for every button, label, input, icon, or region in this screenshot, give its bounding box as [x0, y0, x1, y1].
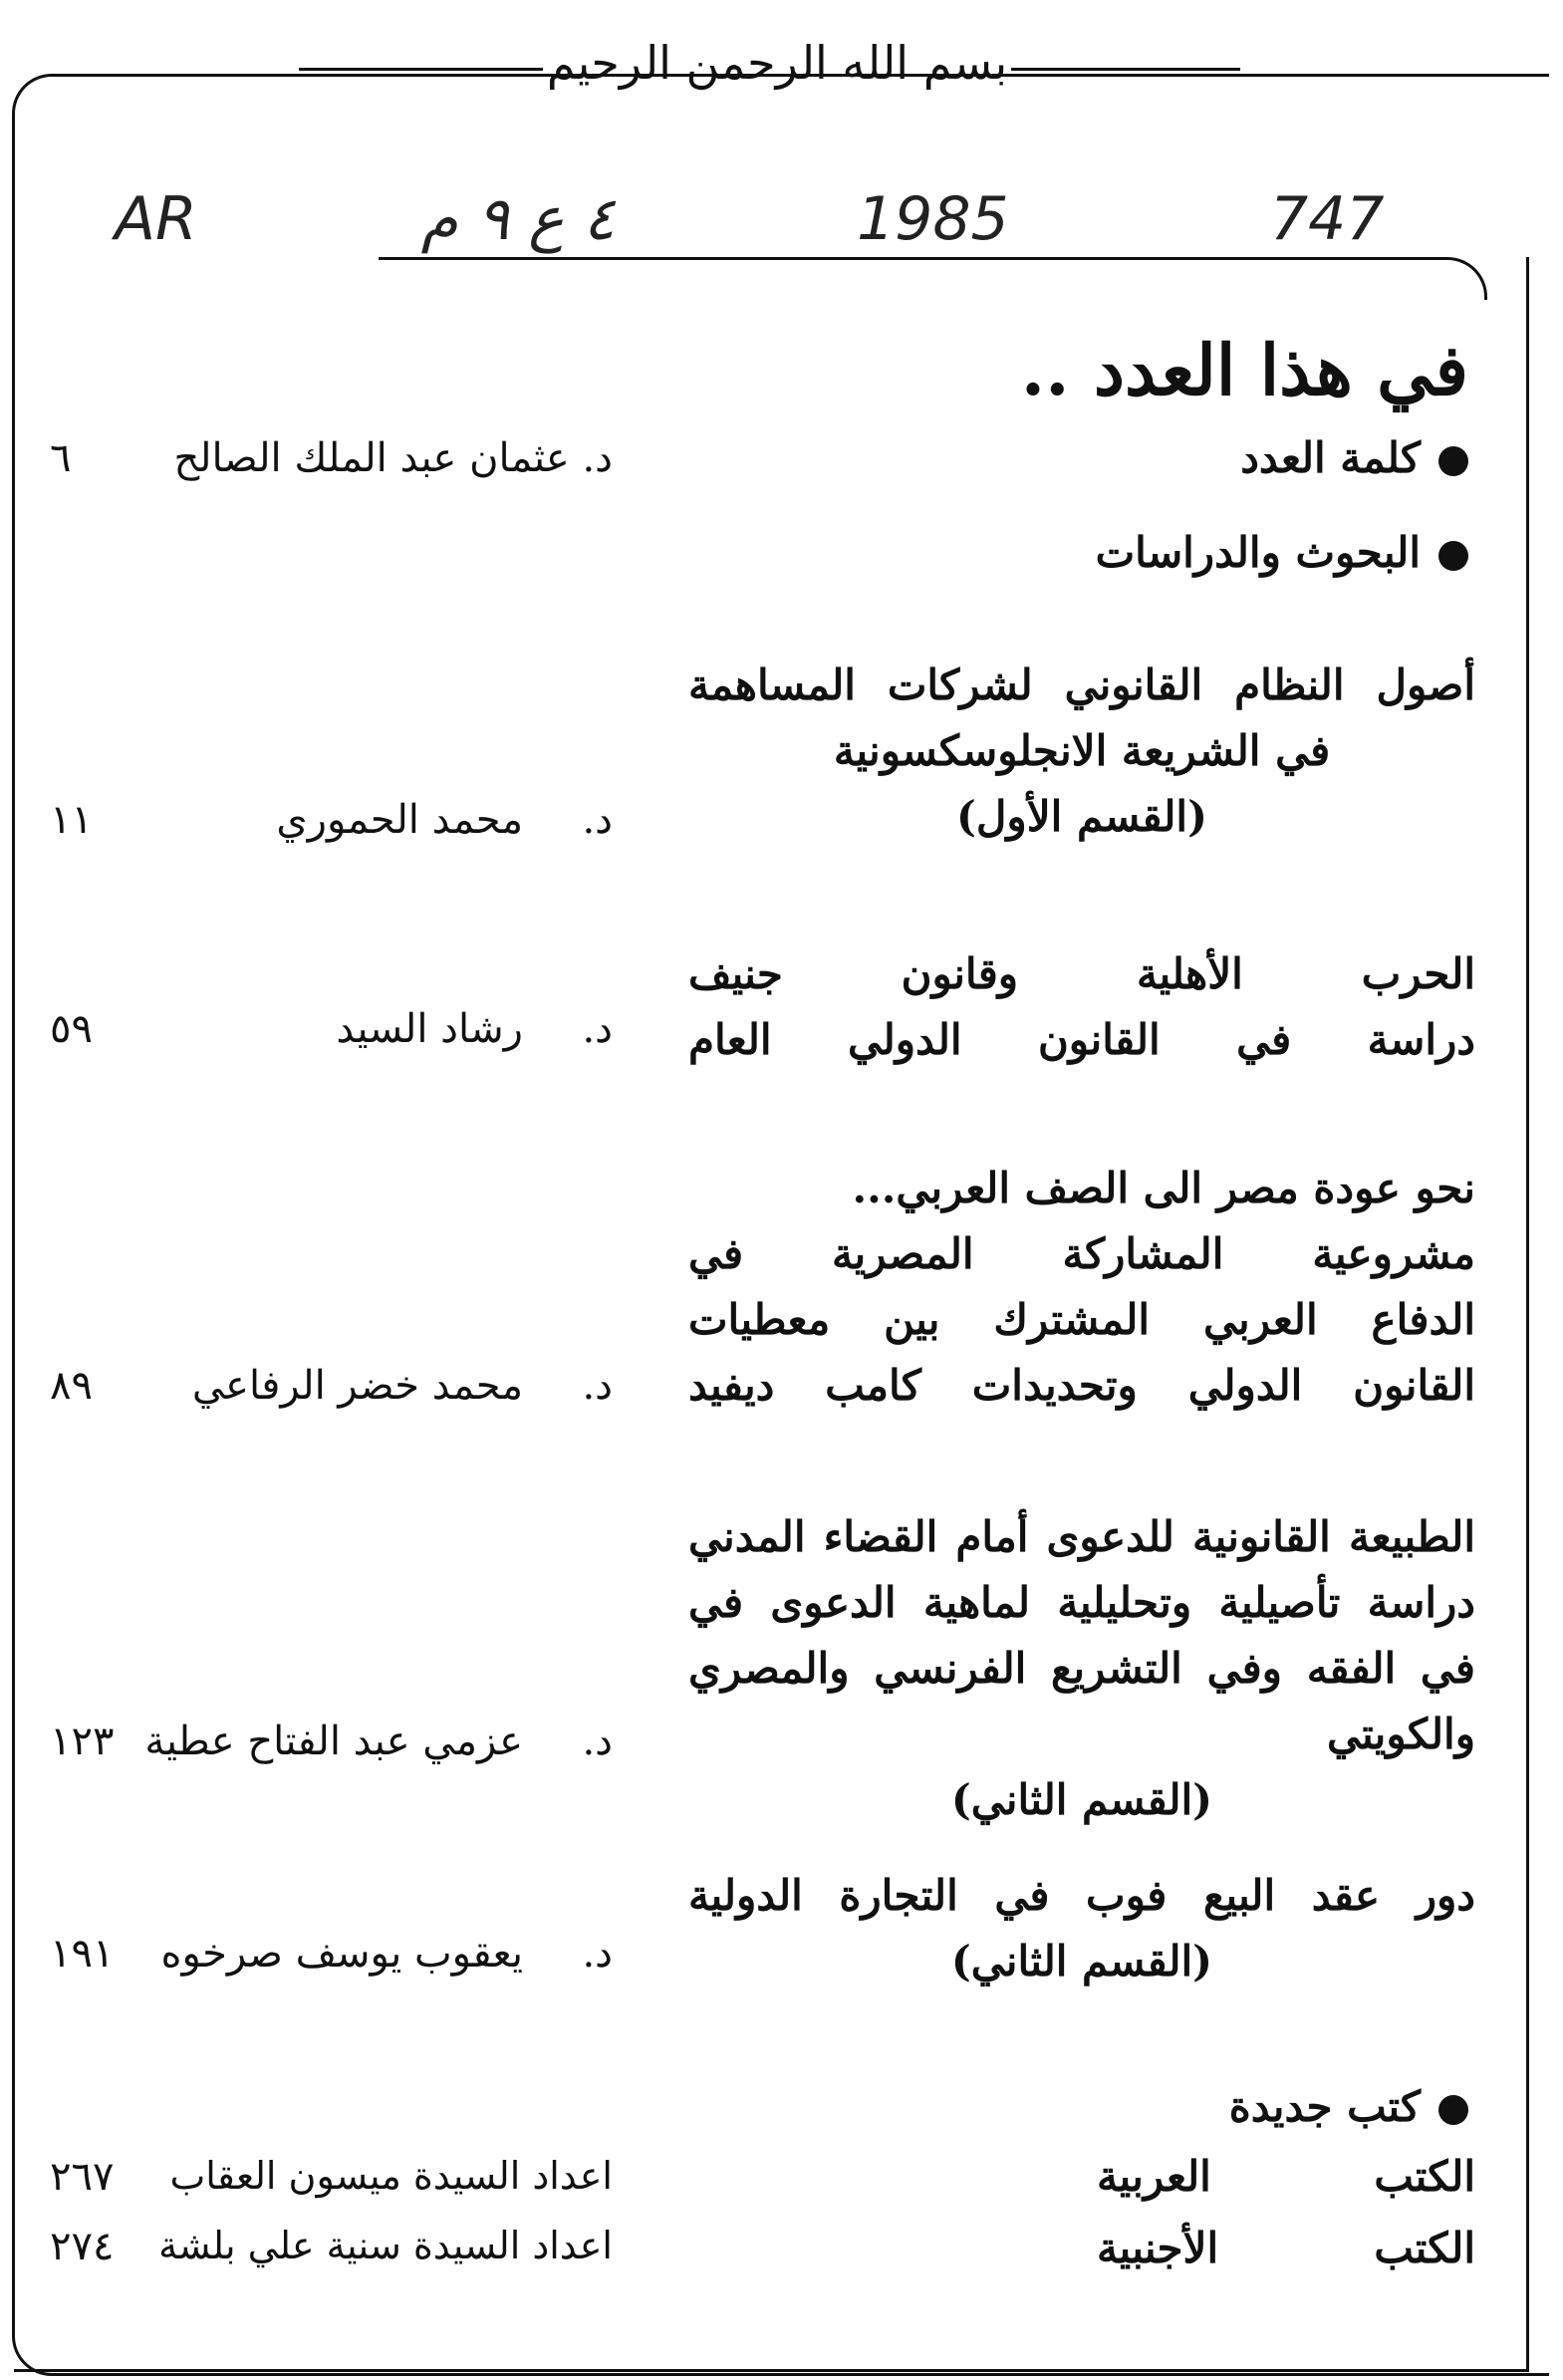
bullet-icon — [1438, 541, 1468, 571]
article-3-title — [688, 1156, 1475, 1419]
research-heading: البحوث والدراسات — [1095, 528, 1421, 577]
arabic-books-page: ٢٦٧ — [50, 2154, 115, 2200]
author-name: يعقوب يوسف صرخوه — [160, 1931, 523, 1977]
foreign-books-editor: اعداد السيدة سنية علي بلشة — [158, 2224, 613, 2267]
handwritten-left: AR — [115, 184, 197, 254]
author-prefix: د. — [582, 1931, 613, 1977]
section-issue-word — [1240, 433, 1468, 482]
article-2-title — [688, 941, 1475, 1073]
author-name: عزمي عبد الفتاح عطية — [144, 1719, 523, 1764]
author-prefix: د. — [582, 1363, 613, 1409]
article-2-page: ٥٩ — [50, 1006, 93, 1052]
section-research — [1096, 528, 1468, 577]
article-4-title — [688, 1504, 1475, 1833]
article-line: دور عقد البيع فوب في التجارة الدولية — [688, 1871, 1475, 1920]
article-line: (القسم الثاني) — [950, 1937, 1213, 1985]
handwritten-middle: ٤ ع ٩ م — [420, 184, 616, 254]
foreign-books-page: ٢٧٤ — [50, 2224, 115, 2269]
article-5-title — [688, 1863, 1475, 1994]
handwritten-number: 747 — [1270, 184, 1385, 254]
article-line: الدفاع العربي المشترك بين معطيات — [688, 1295, 1475, 1344]
new-books-heading: كتب جديدة — [1228, 2082, 1421, 2131]
arabic-books-label: الكتب العربية — [1097, 2152, 1475, 2201]
article-line: الحرب الأهلية وقانون جنيف — [688, 949, 1475, 998]
article-line: في الشريعة الانجلوسكسونية — [833, 726, 1331, 775]
header-rule-left — [299, 68, 543, 71]
article-line: في الفقه وفي التشريع الفرنسي والمصري والكويتي — [688, 1644, 1475, 1758]
inner-frame-top — [707, 257, 1487, 300]
toc-title: في هذا العدد .. — [1020, 329, 1468, 411]
article-line: (القسم الثاني) — [950, 1775, 1213, 1824]
article-line: دراسة تأصيلية وتحليلية لماهية الدعوى في — [688, 1578, 1475, 1627]
author-prefix: د. — [582, 1719, 613, 1764]
article-line: (القسم الأول) — [956, 792, 1207, 841]
author-prefix: د. — [582, 797, 613, 843]
article-line: الطبيعة القانونية للدعوى أمام القضاء المدني — [688, 1512, 1475, 1561]
bullet-icon — [1438, 446, 1468, 476]
handwritten-year: 1985 — [857, 184, 1009, 254]
issue-word-label: كلمة العدد — [1240, 433, 1421, 482]
author-name: رشاد السيد — [336, 1006, 523, 1052]
article-4-page: ١٢٣ — [50, 1719, 115, 1764]
author-name: محمد خضر الرفاعي — [191, 1363, 523, 1409]
article-1-page: ١١ — [50, 797, 93, 843]
issue-word-page: ٦ — [50, 435, 72, 481]
issue-word-author: د. عثمان عبد الملك الصالح — [173, 435, 613, 481]
article-line: مشروعية المشاركة المصرية في — [688, 1229, 1475, 1278]
article-3-page: ٨٩ — [50, 1363, 93, 1409]
foreign-books-label: الكتب الأجنبية — [1097, 2224, 1475, 2272]
article-line: القانون الدولي وتحديدات كامب ديفيد — [688, 1361, 1475, 1410]
article-line: أصول النظام القانوني لشركات المساهمة — [688, 661, 1475, 709]
article-line: نحو عودة مصر الى الصف العربي... — [852, 1164, 1475, 1212]
article-5-page: ١٩١ — [50, 1931, 115, 1977]
author-prefix: د. — [582, 1006, 613, 1052]
header-rule-right — [1011, 68, 1240, 71]
bullet-icon — [1438, 2095, 1468, 2125]
article-1-title — [688, 653, 1475, 850]
article-line: دراسة في القانون الدولي العام — [688, 1015, 1475, 1064]
basmala: بسم الله الرحمن الرحيم — [546, 36, 1008, 90]
author-name: محمد الحموري — [276, 797, 523, 843]
arabic-books-editor: اعداد السيدة ميسون العقاب — [169, 2154, 613, 2198]
section-new-books — [1229, 2082, 1468, 2131]
